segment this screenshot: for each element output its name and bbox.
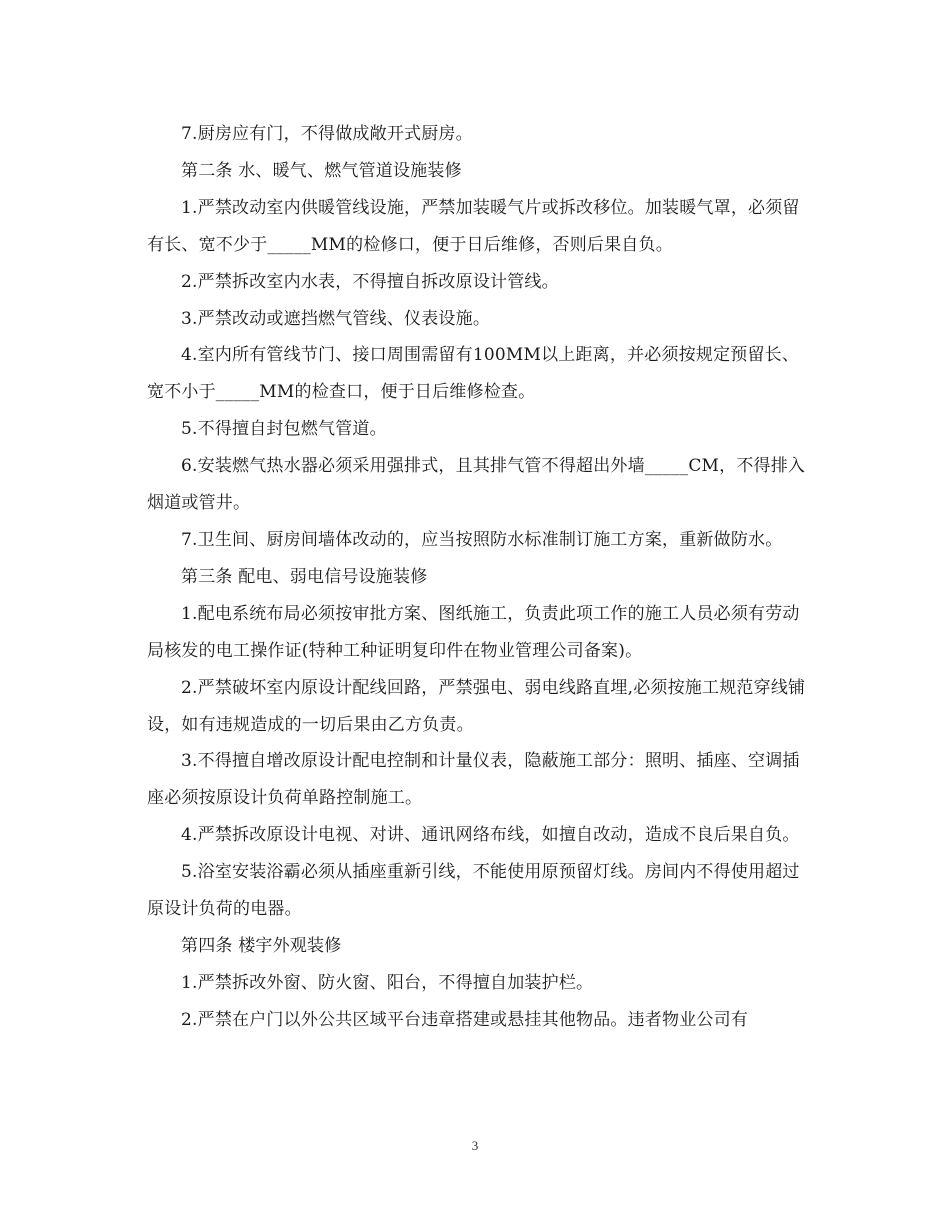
- section-heading: 第四条 楼宇外观装修: [181, 935, 342, 956]
- paragraph: 2.严禁破坏室内原设计配线回路，严禁强电、弱电线路直埋,必须按施工规范穿线铺设，如有违规造成的一切后果由乙方负责。: [147, 677, 806, 735]
- paragraph: 1.严禁拆改外窗、防火窗、阳台，不得擅自加装护栏。: [181, 972, 594, 993]
- page-number: 3: [471, 1138, 479, 1153]
- document-body: [147, 116, 807, 1039]
- paragraph: 6.安装燃气热水器必须采用强排式，且其排气管不得超出外墙_____CM，不得排入烟道或管井。: [147, 456, 806, 514]
- paragraph: 4.严禁拆改原设计电视、对讲、通讯网络布线，如擅自改动，造成不良后果自负。: [181, 825, 800, 846]
- paragraph: 2.严禁拆改室内水表，不得擅自拆改原设计管线。: [181, 271, 559, 292]
- paragraph: 7.卫生间、厨房间墙体改动的，应当按照防水标准制订施工方案，重新做防水。: [181, 529, 783, 550]
- paragraph: 3.不得擅自增改原设计配电控制和计量仪表，隐蔽施工部分：照明、插座、空调插座必须按原设计负荷单路控制施工。: [147, 751, 800, 809]
- paragraph: 2.严禁在户门以外公共区域平台违章搭建或悬挂其他物品。违者物业公司有: [181, 1009, 749, 1030]
- paragraph: 5.浴室安装浴霸必须从插座重新引线，不能使用原预留灯线。房间内不得使用超过原设计负荷的电器。: [147, 862, 800, 920]
- section-heading: 第三条 配电、弱电信号设施装修: [181, 566, 428, 587]
- paragraph: 1.配电系统布局必须按审批方案、图纸施工，负责此项工作的施工人员必须有劳动局核发的电工操作证(特种工种证明复印件在物业管理公司备案)。: [147, 603, 800, 661]
- paragraph: 5.不得擅自封包燃气管道。: [181, 419, 387, 440]
- paragraph: 3.严禁改动或遮挡燃气管线、仪表设施。: [181, 308, 491, 329]
- paragraph: 4.室内所有管线节门、接口周围需留有100MM以上距离，并必须按规定预留长、宽不小于_____MM的检查口，便于日后维修检查。: [147, 345, 800, 403]
- section-heading: 第二条 水、暖气、燃气管道设施装修: [181, 160, 462, 181]
- paragraph: 1.严禁改动室内供暖管线设施，严禁加装暖气片或拆改移位。加装暖气罩，必须留有长、宽不少于_____MM的检修口，便于日后维修，否则后果自负。: [147, 197, 800, 255]
- paragraph: 7.厨房应有门，不得做成敞开式厨房。: [181, 124, 473, 144]
